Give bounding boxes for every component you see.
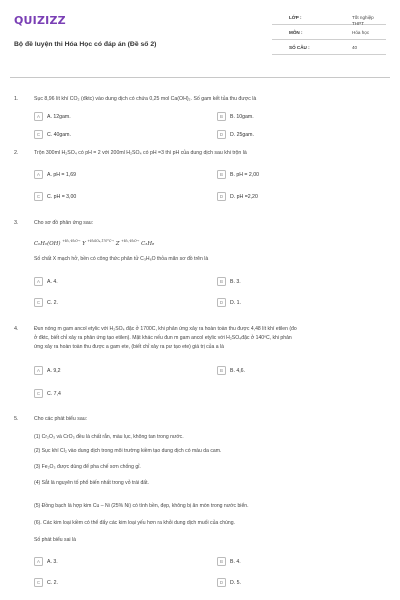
question-line: Số chất X mạch hở, bền có công thức phân tử C₃H₆O thỏa mãn sơ đồ trên là (34, 256, 209, 262)
option-letter-box: B (217, 170, 226, 179)
option-letter-box: D (217, 578, 226, 587)
option-text: A. 12gam. (47, 113, 71, 120)
question-line: ứng xảy ra hoàn toàn thu được a gam ete, (biết chỉ xảy ra pư tạo ete) giá trị của a là (34, 344, 224, 350)
option-text: C. 2. (47, 299, 58, 306)
option-text: D. 1. (230, 299, 241, 306)
option-text: A. pH = 1,69 (47, 171, 76, 178)
statement-line: (2) Sục khí Cl₂ vào dung dịch trong môi trường kiềm tạo dung dịch có màu da cam. (34, 448, 222, 454)
option-text: D. pH =2,20 (230, 193, 258, 200)
scheme-y: Y (82, 240, 86, 247)
worksheet-header (14, 10, 386, 78)
reaction-scheme: C₆H₆(OH) $^{+H_2,-H_2O\to}$ Y $^{+H_2SO_4,170^\circ C\to}$ Z $^{+H_2,-H_2O\to}$ C₃H₈ (34, 239, 155, 247)
meta-key: SỐ CÂU : (289, 45, 310, 50)
question-line: Số phát biểu sai là (34, 537, 76, 543)
meta-value: 40 (352, 45, 358, 50)
option-letter-box: A (34, 277, 43, 286)
question-line: ở đktc, biết chỉ xảy ra phản ứng tạo etilen). Mặt khác nếu đun m gam ancol etylic với H₂SO₄đặc ở 140ºC, khi phản (34, 335, 292, 341)
header-divider (10, 77, 390, 78)
option-text: C. 2. (47, 579, 58, 586)
option-text: D. 5. (230, 579, 241, 586)
question-number: 5. (14, 416, 19, 422)
option-letter-box: D (217, 130, 226, 139)
option-letter-box: B (217, 277, 226, 286)
question-text: Cho các phát biểu sau: (34, 416, 88, 422)
option-text: C. 7,4 (47, 390, 61, 397)
question-number: 3. (14, 220, 19, 226)
scheme-arrow-label: +H₂,-H₂O (62, 239, 78, 243)
scheme-arrow-label: +H₂,-H₂O (121, 239, 137, 243)
option-letter-box: C (34, 130, 43, 139)
question-text: Trộn 300ml H₂SO₄ có pH = 2 với 200ml H₂SO₄ có pH =3 thì pH của dung dịch sau khi trộn là (34, 150, 247, 156)
option-text: A. 4. (47, 278, 58, 285)
option-text: A. 9,2 (47, 367, 61, 374)
option-letter-box: B (217, 112, 226, 121)
quizizz-logo: QUIZIZZ (14, 14, 66, 27)
option-text: A. 3. (47, 558, 58, 565)
option-text: B. 3. (230, 278, 241, 285)
scheme-z: Z (115, 240, 120, 247)
option-text: B. 4. (230, 558, 241, 565)
meta-row-subject (272, 25, 386, 40)
statement-line: (4) Sắt là nguyên tố phổ biến nhất trong vỏ trái đất. (34, 480, 149, 486)
statement-line: (6). Các kim loại kiềm có thể đẩy các kim loại yếu hơn ra khỏi dung dịch muối của chúng. (34, 520, 235, 526)
option-letter-box: C (34, 298, 43, 307)
scheme-start: C₆H₆(OH) (34, 240, 61, 247)
option-text: C. pH = 3,00 (47, 193, 77, 200)
option-letter-box: A (34, 170, 43, 179)
option-text: D. 25gam. (230, 131, 254, 138)
question-line: Đun nóng m gam ancol etylic với H₂SO₄ đặc ở 1700C, khi phản ứng xảy ra hoàn toàn thu được 4,48 lít khí etilen (đo (34, 326, 297, 332)
question-text: Cho sơ đồ phản ứng sau: (34, 220, 94, 226)
meta-key: LỚP : (289, 15, 302, 20)
option-letter-box: C (34, 389, 43, 398)
option-letter-box: D (217, 298, 226, 307)
option-text: C. 40gam. (47, 131, 71, 138)
meta-key: MÔN : (289, 30, 303, 35)
meta-value: Tốt nghiệp THPT (352, 15, 374, 26)
meta-table (272, 10, 386, 55)
question-text: Sục 8,96 lít khí CO₂ (đktc) vào dung dịch có chứa 0,25 mol Ca(OH)₂. Số gam kết tủa thu được là (34, 96, 257, 102)
statement-line: (3) Fe₂O₃ được dùng để pha chế sơn chống gỉ. (34, 464, 141, 470)
option-letter-box: A (34, 112, 43, 121)
scheme-arrow-label: +H₂SO₄,170°C (87, 239, 112, 243)
statement-line: (5) Đồng bạch là hợp kim Cu – Ni (25% Ni) có tính bền, đẹp, không bị ăn mòn trong nước biển. (34, 503, 249, 509)
meta-row-class (272, 10, 386, 25)
statement-line: (1) Cr₂O₃ và CrO₃ đều là chất rắn, màu lục, không tan trong nước. (34, 434, 184, 440)
option-letter-box: C (34, 578, 43, 587)
option-letter-box: B (217, 557, 226, 566)
option-text: B. 4,6. (230, 367, 245, 374)
page-title: Bộ đề luyện thi Hóa Học có đáp án (Đề số 2) (14, 41, 157, 48)
question-number: 1. (14, 96, 19, 102)
meta-value: Hóa học (352, 30, 370, 35)
option-letter-box: A (34, 557, 43, 566)
scheme-end: C₃H₈ (141, 240, 155, 247)
question-number: 4. (14, 326, 19, 332)
option-text: B. 10gam. (230, 113, 254, 120)
option-letter-box: B (217, 366, 226, 375)
option-letter-box: D (217, 192, 226, 201)
question-number: 2. (14, 150, 19, 156)
option-text: B. pH = 2,00 (230, 171, 259, 178)
option-letter-box: C (34, 192, 43, 201)
option-letter-box: A (34, 366, 43, 375)
meta-row-count (272, 40, 386, 55)
